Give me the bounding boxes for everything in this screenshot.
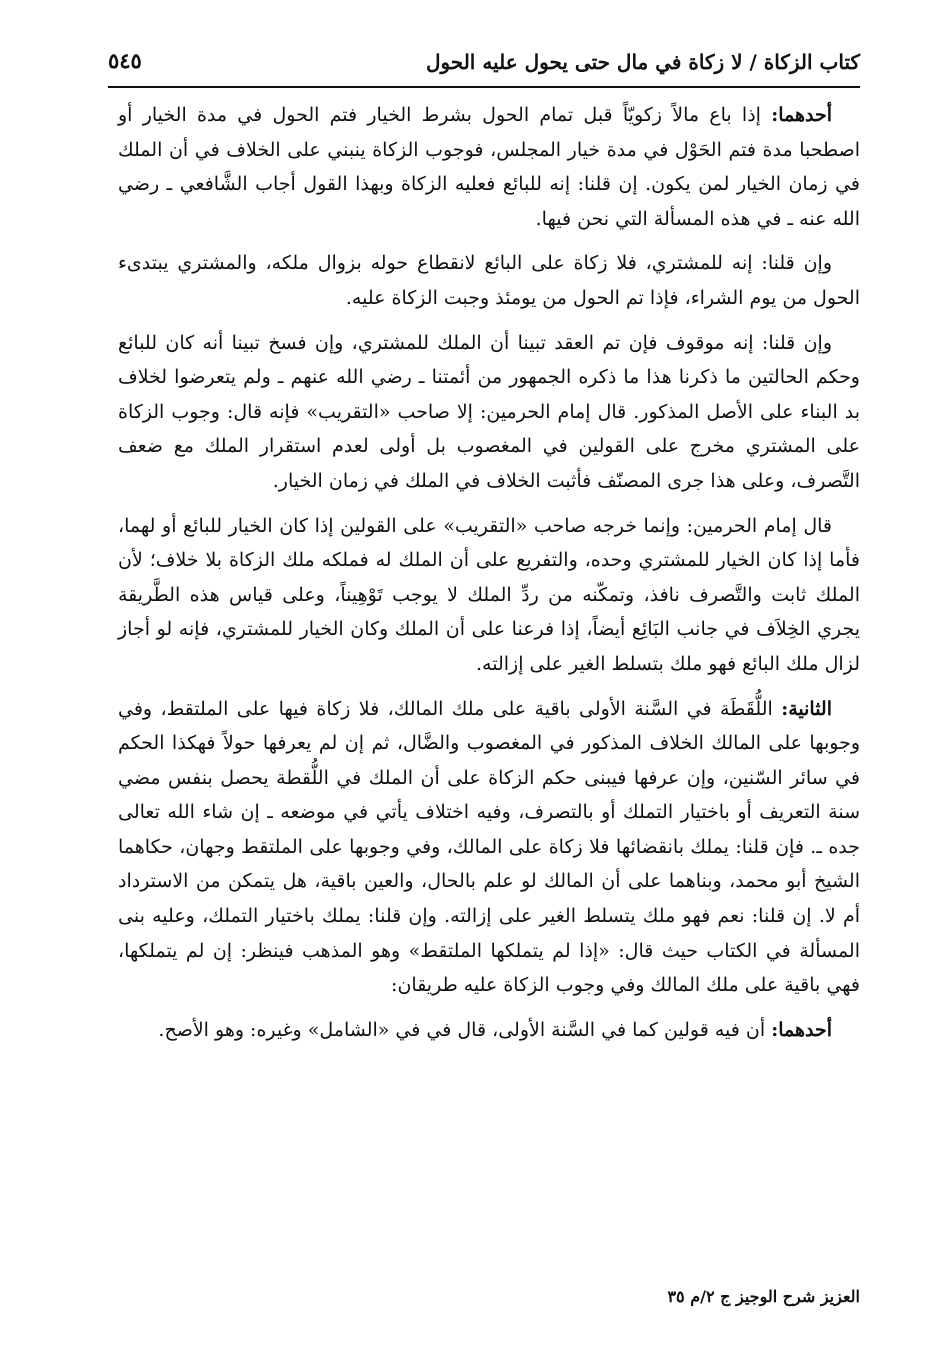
main-text xyxy=(118,98,860,1057)
paragraph xyxy=(118,246,860,315)
paragraph-text: اللُّقَطَة في السَّنة الأولى باقية على ملك المالك، فلا زكاة فيها على الملتقط، وفي وجوبها على المالك الخلاف المذكور في المغصوب والضَّال، ثم إن لم يعرفها حولاً فهكذا الحكم في سائر السّنين، وإن عرفها فيبنى حكم الزكاة على أن الملك في اللُّقطة يحصل بنفس مضي سنة التعريف أو باختيار التملك أو بالتصرف، وفيه اختلاف يأتي في موضعه ـ إن شاء الله تعالى جده ـ. فإن قلنا: يملك بانقضائها فلا زكاة على المالك، وفي وجوبها على الملتقط وجهان، حكاهما الشيخ أبو محمد، وبناهما على أن المالك لو علم بالحال، والعين باقية، هل يتمكن من الاسترداد أم لا. إن قلنا: نعم فهو ملك يتسلط الغير على إزالته. وإن قلنا: يملك باختيار التملك، وعليه بنى المسألة في الكتاب حيث قال: «إذا لم يتملكها الملتقط» وهو المذهب فينظر: إن لم يتملكها، فهي باقية على ملك المالك وفي وجوب الزكاة عليه طريقان: xyxy=(118,697,861,997)
page-footer: العزيز شرح الوجيز ج ٢/م ٣٥ xyxy=(667,1287,860,1306)
paragraph xyxy=(118,98,860,236)
paragraph-text: وإن قلنا: إنه موقوف فإن تم العقد تبينا أن الملك للمشتري، وإن فسخ تبينا أنه كان للبائع وحكم الحالتين ما ذكرنا هذا ما ذكره الجمهور من أئمتنا ـ رضي الله عنهم ـ ولم يتعرضوا لخلاف بد البناء على الأصل المذكور. قال إمام الحرمين: إلا صاحب «التقريب» فإنه قال: وجوب الزكاة على المشتري مخرج على القولين في المغصوب بل أولى لعدم استقرار الملك مع ضعف التَّصرف، وعلى هذا جرى المصنّف فأثبت الخلاف في الملك في زمان الخيار. xyxy=(118,331,860,492)
running-header xyxy=(108,40,860,88)
chapter-title: كتاب الزكاة / لا زكاة في مال حتى يحول عليه الحول xyxy=(425,50,860,74)
paragraph-lead: أحدهما: xyxy=(771,1018,832,1041)
paragraph-text: إذا باع مالاً زكويّاً قبل تمام الحول بشرط الخيار فتم الحول في مدة الخيار أو اصطحبا مدة فتم الحَوْل في مدة خيار المجلس، فوجوب الزكاة ينبني على الخلاف في أن الملك في زمان الخيار لمن يكون. إن قلنا: إنه للبائع فعليه الزكاة وبهذا القول أجاب الشَّافعي ـ رضي الله عنه ـ في هذه المسألة التي نحن فيها. xyxy=(118,104,860,230)
paragraph-text: أن فيه قولين كما في السَّنة الأولى، قال في في «الشامل» وغيره: وهو الأصح. xyxy=(158,1018,772,1041)
paragraph xyxy=(118,326,860,499)
page-number: ٥٤٥ xyxy=(108,48,142,73)
paragraph xyxy=(118,1013,860,1048)
paragraph-lead: أحدهما: xyxy=(771,104,832,126)
paragraph xyxy=(118,509,860,682)
paragraph-text: وإن قلنا: إنه للمشتري، فلا زكاة على البائع لانقطاع حوله بزوال ملكه، والمشتري يبتدىء الحول من يوم الشراء، فإذا تم الحول من يومئذ وجبت الزكاة عليه. xyxy=(118,252,860,309)
paragraph-text: قال إمام الحرمين: وإنما خرجه صاحب «التقريب» على القولين إذا كان الخيار للبائع أو لهما، فأما إذا كان الخيار للمشتري وحده، والتفريع على أن الملك له فملكه ملك الزكاة بلا خلاف؛ لأن الملك ثابت والتَّصرف نافذ، وتمكّنه من ردِّ الملك لا يوجب تَوْهِيناً، وعلى قياس هذه الطَّريقة يجري الخِلاَف في جانب البَائِع أيضاً، إذا فرعنا على أن الملك وكان الخيار للمشتري، فإنه لو أجاز لزال ملك البائع فهو ملك بتسلط الغير على إزالته. xyxy=(118,514,860,675)
paragraph xyxy=(118,692,860,1003)
paragraph-lead: الثانية: xyxy=(781,697,832,720)
